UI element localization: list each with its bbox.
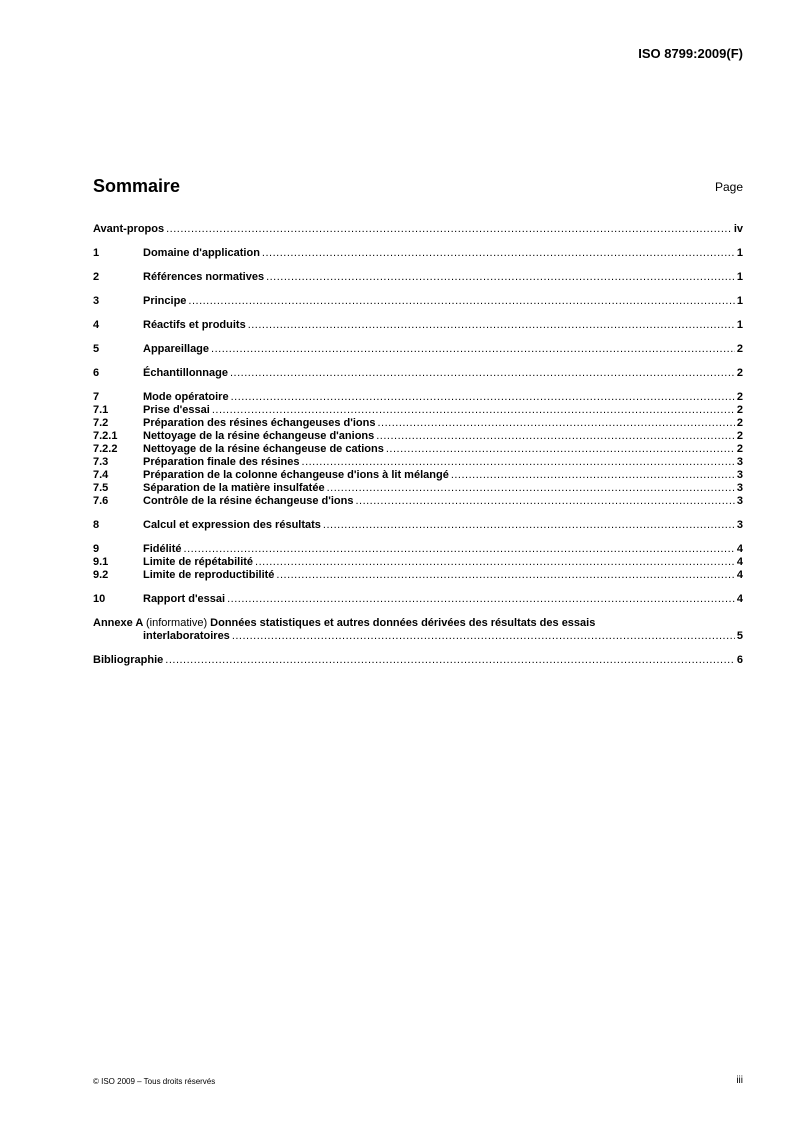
- toc-leader: [327, 482, 735, 495]
- toc-entry[interactable]: [93, 556, 743, 569]
- toc-entry-title: Références normatives: [143, 271, 265, 283]
- toc-leader: [211, 343, 735, 356]
- toc-entry-number: 7.2: [93, 417, 109, 429]
- toc-entry-page: 3: [736, 469, 743, 481]
- toc-entry-page: 2: [736, 443, 743, 455]
- toc-entry-foreword[interactable]: [93, 223, 743, 236]
- toc-entry-annex-a-continued[interactable]: [93, 630, 743, 643]
- toc-entry[interactable]: [93, 543, 743, 556]
- toc-leader: [376, 430, 735, 443]
- toc-entry[interactable]: [93, 593, 743, 606]
- toc-leader: [377, 417, 734, 430]
- toc-entry[interactable]: [93, 295, 743, 308]
- toc-entry-page: 1: [736, 295, 743, 307]
- toc-entry-number: 6: [93, 367, 100, 379]
- toc-entry[interactable]: [93, 430, 743, 443]
- toc-entry-title: Contrôle de la résine échangeuse d'ions: [143, 495, 354, 507]
- toc-leader: [266, 271, 735, 284]
- toc-entry-title: Avant-propos: [93, 223, 165, 235]
- toc-entry[interactable]: [93, 469, 743, 482]
- toc-entry-title: Préparation des résines échangeuses d'ions: [143, 417, 376, 429]
- page-column-label: Page: [714, 180, 743, 194]
- toc-entry-page: 1: [736, 319, 743, 331]
- toc-entry-title: Nettoyage de la résine échangeuse d'anions: [143, 430, 375, 442]
- toc-entry-page: 4: [736, 543, 743, 555]
- toc-entry[interactable]: [93, 519, 743, 532]
- toc-leader: [230, 367, 735, 380]
- toc-entry-number: 7.1: [93, 404, 109, 416]
- toc-entry[interactable]: [93, 456, 743, 469]
- toc-entry[interactable]: [93, 569, 743, 582]
- copyright-notice: © ISO 2009 – Tous droits réservés: [93, 1077, 216, 1086]
- toc-entry-page: 1: [736, 247, 743, 259]
- toc-leader: [323, 519, 735, 532]
- toc-entry-number: 3: [93, 295, 100, 307]
- toc-entry-number: 7.2.1: [93, 430, 118, 442]
- toc-entry-page: 4: [736, 556, 743, 568]
- toc-leader: [231, 391, 735, 404]
- page-title: Sommaire: [93, 176, 181, 196]
- toc-entry-title: Limite de répétabilité: [143, 556, 254, 568]
- toc-entry-page: 1: [736, 271, 743, 283]
- toc-entry-page: 2: [736, 367, 743, 379]
- toc-entry-page: 2: [736, 343, 743, 355]
- toc-entry[interactable]: [93, 271, 743, 284]
- toc-entry-title: Prise d'essai: [143, 404, 210, 416]
- table-of-contents: [93, 223, 743, 667]
- toc-entry[interactable]: [93, 367, 743, 380]
- toc-leader: [227, 593, 735, 606]
- toc-entry-title: Rapport d'essai: [143, 593, 226, 605]
- toc-leader: [232, 630, 735, 643]
- toc-leader: [188, 295, 734, 308]
- toc-entry[interactable]: [93, 343, 743, 356]
- toc-leader: [255, 556, 735, 569]
- toc-entry-annex-a[interactable]: [93, 617, 743, 630]
- toc-entry-page: 2: [736, 391, 743, 403]
- toc-entry-title: Préparation de la colonne échangeuse d'ions à lit mélangé: [143, 469, 449, 481]
- toc-entry-number: 8: [93, 519, 100, 531]
- toc-entry-title: Séparation de la matière insulfatée: [143, 482, 325, 494]
- toc-entry[interactable]: [93, 391, 743, 404]
- toc-entry[interactable]: [93, 495, 743, 508]
- toc-entry-number: 9.2: [93, 569, 109, 581]
- toc-entry-number: 7.3: [93, 456, 109, 468]
- toc-entry[interactable]: [93, 443, 743, 456]
- toc-entry[interactable]: [93, 404, 743, 417]
- toc-entry-title: Calcul et expression des résultats: [143, 519, 321, 531]
- toc-entry[interactable]: [93, 247, 743, 260]
- toc-entry-title: Limite de reproductibilité: [143, 569, 275, 581]
- toc-entry-page: 3: [736, 495, 743, 507]
- toc-entry-title: Principe: [143, 295, 187, 307]
- toc-entry[interactable]: [93, 482, 743, 495]
- toc-entry-title: Préparation finale des résines: [143, 456, 300, 468]
- annex-title-line2: interlaboratoires: [143, 630, 230, 642]
- toc-entry-title: Mode opératoire: [143, 391, 229, 403]
- toc-entry-page: 3: [736, 456, 743, 468]
- toc-entry-number: 10: [93, 593, 106, 605]
- toc-entry-number: 1: [93, 247, 100, 259]
- toc-entry-title: Nettoyage de la résine échangeuse de cations: [143, 443, 384, 455]
- toc-entry-title: Domaine d'application: [143, 247, 260, 259]
- toc-leader: [355, 495, 734, 508]
- toc-entry[interactable]: [93, 417, 743, 430]
- annex-label: Annexe A: [93, 617, 143, 629]
- toc-entry-number: 2: [93, 271, 100, 283]
- toc-entry-number: 9.1: [93, 556, 109, 568]
- toc-entry-page: 2: [736, 417, 743, 429]
- toc-leader: [451, 469, 735, 482]
- toc-entry-number: 7.5: [93, 482, 109, 494]
- toc-leader: [212, 404, 735, 417]
- toc-entry-number: 9: [93, 543, 100, 555]
- toc-leader: [262, 247, 735, 260]
- toc-leader: [166, 223, 732, 236]
- toc-entry-number: 7.4: [93, 469, 109, 481]
- toc-entry-number: 7: [93, 391, 100, 403]
- toc-entry-page: 3: [736, 482, 743, 494]
- toc-entry-number: 4: [93, 319, 100, 331]
- toc-entry-page: 2: [736, 404, 743, 416]
- toc-entry-number: 7.6: [93, 495, 109, 507]
- annex-title-line1: Données statistiques et autres données dérivées des résultats des essais: [210, 617, 596, 629]
- toc-leader: [165, 654, 735, 667]
- toc-entry[interactable]: [93, 319, 743, 332]
- toc-entry-page: 5: [736, 630, 743, 642]
- toc-leader: [248, 319, 735, 332]
- toc-leader: [184, 543, 735, 556]
- toc-entry-page: 6: [736, 654, 743, 666]
- toc-entry-page: 2: [736, 430, 743, 442]
- toc-entry-number: 5: [93, 343, 100, 355]
- page-number: iii: [736, 1075, 743, 1086]
- toc-entry-title: Appareillage: [143, 343, 210, 355]
- toc-entry-page: 3: [736, 519, 743, 531]
- toc-entry-title: Fidélité: [143, 543, 182, 555]
- toc-entry-title: Bibliographie: [93, 654, 164, 666]
- toc-entry-page: iv: [733, 223, 743, 235]
- toc-entry-number: 7.2.2: [93, 443, 118, 455]
- annex-type: (informative): [145, 617, 208, 629]
- toc-entry-bibliography[interactable]: [93, 654, 743, 667]
- toc-leader: [302, 456, 735, 469]
- toc-entry-page: 4: [736, 569, 743, 581]
- toc-entry-title: Échantillonnage: [143, 367, 228, 379]
- toc-entry-title: Réactifs et produits: [143, 319, 246, 331]
- standard-identifier: ISO 8799:2009(F): [638, 46, 743, 61]
- toc-entry-page: 4: [736, 593, 743, 605]
- toc-leader: [276, 569, 734, 582]
- toc-leader: [386, 443, 735, 456]
